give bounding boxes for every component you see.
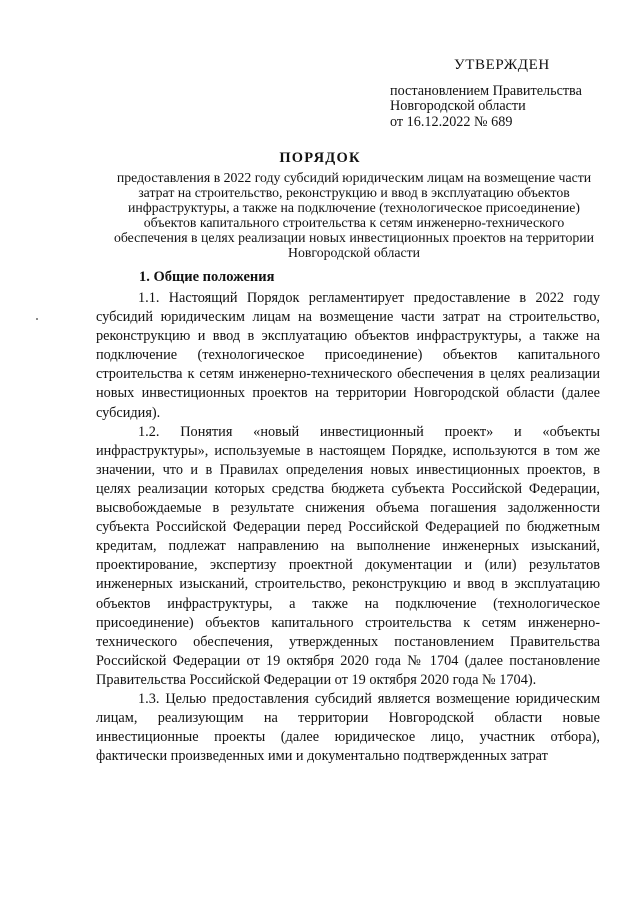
approval-heading: УТВЕРЖДЕН [454, 57, 550, 73]
approval-line-3: от 16.12.2022 № 689 [390, 113, 513, 130]
approval-stamp [390, 58, 630, 130]
paragraph-1-2: 1.2. Понятия «новый инвестиционный проект» и «объекты инфраструктуры», используемые в настоящем Порядке, используются в том же значении, что и в Правилах определения новых инвестиционных проектов, в целях реализации которых средства бюджета субъекта Российской Федерации, высвобождаемые в результате снижения объема погашения задолженности субъекта Российской Федерации перед Российской Федерацией по бюджетным кредитам, подлежат направлению на выполнение инженерных изысканий, проектирование, экспертизу проектной документации и (или) результатов инженерных изысканий, строительство, реконструкцию и ввод в эксплуатацию объектов инфраструктуры, а также на подключение (технологическое присоединение) объектов капитального строительства к сетям инженерно-технического обеспечения, утвержденных постановлением Правительства Российской Федерации от 19 октября 2020 года № 1704 (далее постановление Правительства Российской Федерации от 19 октября 2020 года № 1704). [96, 423, 600, 688]
scan-speck [36, 318, 38, 320]
section-heading: 1. Общие положения [139, 269, 275, 285]
approval-line-2: Новгородской области [390, 98, 526, 114]
paragraph-1-3: 1.3. Целью предоставления субсидий является возмещение юридическим лицам, реализующим на территории Новгородской области новые инвестиционные проекты (далее юридическое лицо, участник отбора), фактически произведенных ими и документально подтвержденных затрат [96, 690, 600, 765]
paragraph-1-1: 1.1. Настоящий Порядок регламентирует предоставление в 2022 году субсидий юридическим лицам на возмещение части затрат на строительство, реконструкцию и ввод в эксплуатацию объектов инфраструктуры, а также на подключение (технологическое присоединение) объектов капитального строительства к сетям инженерно-технического обеспечения в целях реализации новых инвестиционных проектов на территории Новгородской области (далее субсидия). [96, 290, 600, 421]
approval-line-1: постановлением Правительства [390, 82, 582, 99]
document-body [96, 289, 600, 766]
document-title: ПОРЯДОК [279, 150, 361, 166]
document-subtitle: предоставления в 2022 году субсидий юридическим лицам на возмещение части затрат на строительство, реконструкцию и ввод в эксплуатацию объектов инфраструктуры, а также на подключение (технологическое присоединение) объектов капитального строительства к сетям инженерно-технического обеспечения в целях реализации новых инвестиционных проектов на территории Новгородской области [113, 170, 595, 260]
